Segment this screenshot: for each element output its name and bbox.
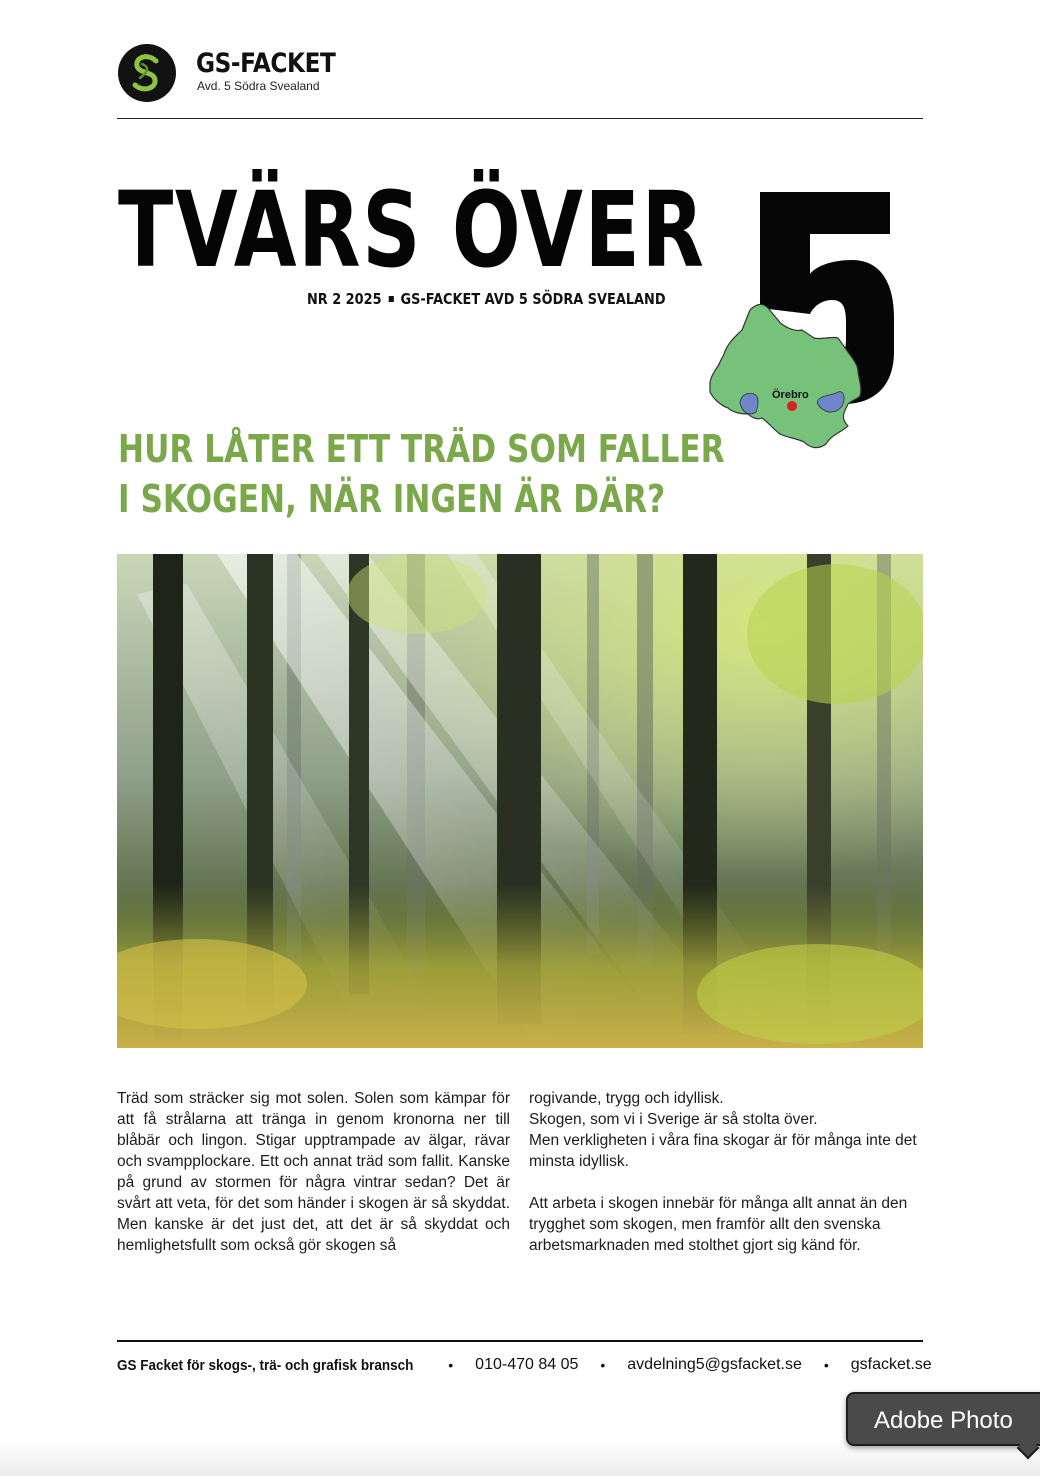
- issue-publisher: GS-FACKET AVD 5 SÖDRA SVEALAND: [400, 290, 666, 308]
- body-paragraph-5: Att arbeta i skogen innebär för många allt annat än den trygghet som skogen, men framför allt den svenska arbetsmarknaden med stolthet gjort sig känd för.: [529, 1195, 908, 1254]
- body-column-1: [117, 1088, 510, 1256]
- headline-line-2: I SKOGEN, NÄR INGEN ÄR DÄR?: [118, 477, 666, 521]
- body-paragraph-1: Träd som sträcker sig mot solen. Solen som kämpar för att få strålarna att tränga in genom kronorna ner till blåbär och lingon. Stigar upptrampade av älgar, rävar och svampplockare. Ett och annat träd som fallit. Kanske på grund av stormen för några vintrar sedan? Det är svårt att veta, för det som händer i skogen är så skyddat. Men kanske är det just det, att det är så skyddat och hemlighetsfullt som också gör skogen så: [117, 1090, 510, 1254]
- org-name: GS-FACKET: [196, 48, 336, 79]
- footer-website[interactable]: gsfacket.se: [850, 1356, 932, 1373]
- region-five-graphic: [748, 186, 898, 406]
- map-label-orebro: Örebro: [772, 389, 809, 401]
- orebro-marker-icon: [787, 401, 797, 411]
- header-divider: [117, 118, 923, 119]
- footer-phone[interactable]: 010-470 84 05: [475, 1356, 579, 1373]
- square-bullet-icon: [388, 296, 393, 302]
- footer: [117, 1356, 932, 1374]
- headline-line-1: HUR LÅTER ETT TRÄD SOM FALLER: [118, 427, 725, 471]
- body-paragraph-2: rogivande, trygg och idyllisk.: [529, 1090, 724, 1107]
- footer-org: GS Facket för skogs-, trä- och grafisk bransch: [117, 1356, 414, 1374]
- article-headline: [118, 424, 725, 524]
- app-tooltip[interactable]: Adobe Photo: [846, 1392, 1040, 1446]
- issue-number: NR 2 2025: [307, 290, 382, 308]
- footer-divider: [117, 1340, 923, 1342]
- footer-separator: •: [600, 1357, 606, 1373]
- body-paragraph-3: Skogen, som vi i Sverige är så stolta över.: [529, 1111, 818, 1128]
- region-map-shape: [710, 304, 861, 447]
- footer-separator: •: [823, 1357, 829, 1373]
- forest-photo: [117, 554, 923, 1048]
- footer-email[interactable]: avdelning5@gsfacket.se: [627, 1356, 802, 1373]
- body-column-2: [529, 1088, 924, 1256]
- body-paragraph-4: Men verkligheten i våra fina skogar är för många inte det minsta idyllisk.: [529, 1132, 917, 1170]
- masthead-title: TVÄRS ÖVER: [118, 169, 706, 291]
- org-subtitle: Avd. 5 Södra Svealand: [197, 79, 320, 93]
- gs-logo-icon: [118, 44, 176, 102]
- issue-line: [307, 290, 666, 308]
- footer-separator: •: [448, 1357, 454, 1373]
